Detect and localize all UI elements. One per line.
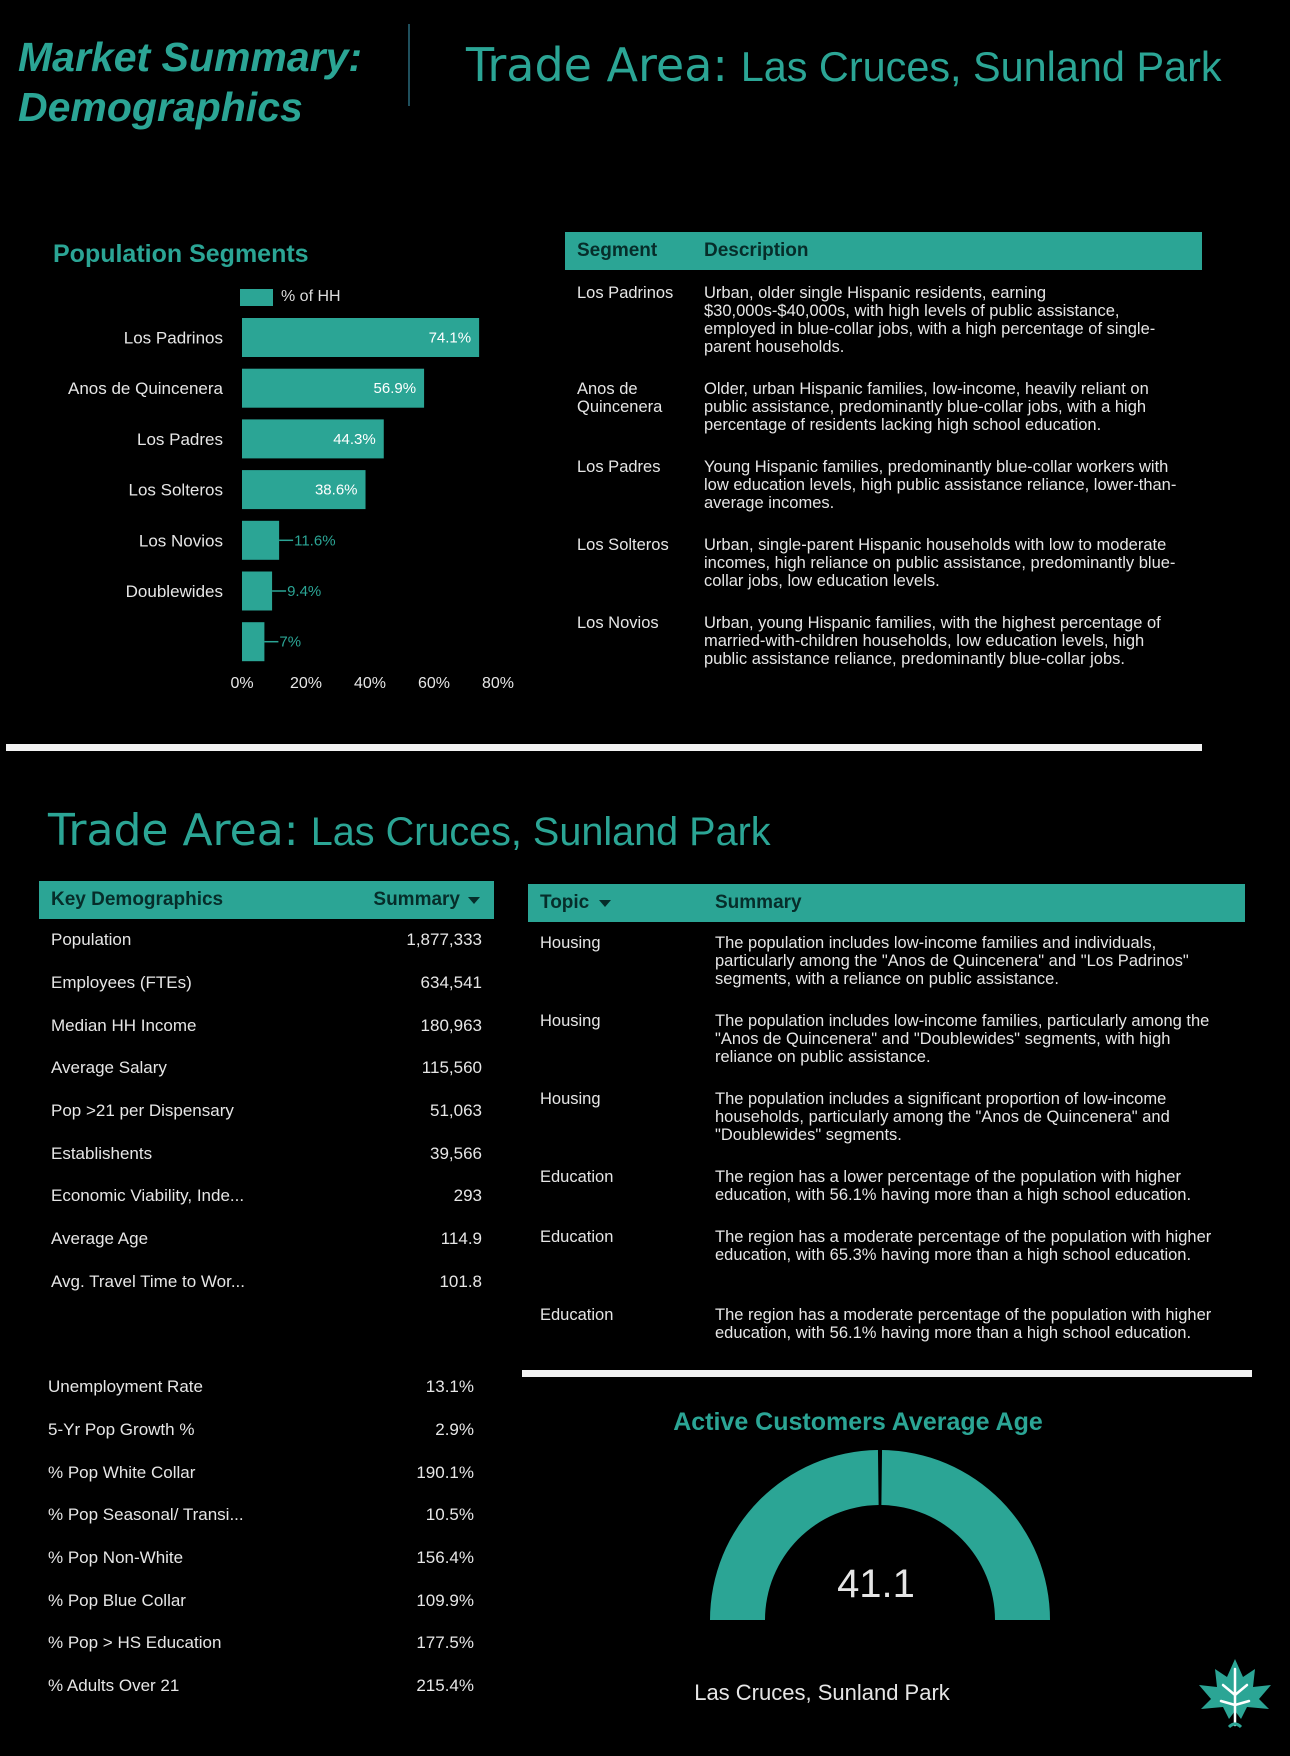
- table-row: [36, 1451, 486, 1494]
- x-tick-label: 20%: [289, 675, 323, 692]
- table-row: [36, 1622, 486, 1665]
- row-value: 2.9%: [435, 1420, 474, 1440]
- row-label: Average Age: [51, 1229, 149, 1249]
- table-row: [39, 1047, 494, 1090]
- x-tick-label: 0%: [230, 675, 254, 692]
- row-label: Economic Viability, Inde...: [51, 1186, 245, 1206]
- trade-area-label: Trade Area:: [466, 38, 728, 92]
- table-row: [528, 1228, 1245, 1306]
- row-label: Average Salary: [51, 1058, 167, 1078]
- topic-name: Education: [540, 1228, 614, 1246]
- table-row: [36, 1494, 486, 1537]
- row-value: 51,063: [430, 1101, 482, 1121]
- data-label: 44.3%: [333, 430, 376, 448]
- description-column-header: Description: [704, 240, 809, 261]
- table-row: [528, 1012, 1245, 1090]
- bar: [242, 572, 272, 611]
- row-label: Pop >21 per Dispensary: [51, 1101, 234, 1121]
- segment-description: Young Hispanic families, predominantly blue-collar workers with low education levels, high public assistance reliance, lower-than-average incomes.: [704, 458, 1177, 512]
- table-row: [39, 1090, 494, 1133]
- sort-caret-icon: [468, 897, 480, 904]
- table-row: [528, 1306, 1245, 1349]
- table-row: [39, 1261, 494, 1304]
- row-value: 10.5%: [425, 1505, 474, 1525]
- segment-name: Anos de Quincenera: [577, 380, 663, 416]
- data-label: 74.1%: [428, 329, 472, 347]
- topic-name: Housing: [540, 934, 601, 952]
- section-divider: [522, 1370, 1252, 1377]
- sort-caret-icon: [599, 900, 611, 907]
- row-label: Avg. Travel Time to Wor...: [51, 1271, 245, 1291]
- segment-name: Los Novios: [577, 614, 659, 632]
- topic-name: Education: [540, 1168, 614, 1186]
- page-title: [18, 32, 418, 132]
- table-row: [528, 1168, 1245, 1228]
- category-label: Los Padrinos: [123, 328, 223, 348]
- key-demographics-table: [39, 881, 494, 1303]
- segment-description: Urban, older single Hispanic residents, earning $30,000s-$40,000s, with high levels of public assistance, employed in blue-collar jobs, with a high percentage of single-parent households.: [704, 284, 1156, 356]
- row-label: % Pop Blue Collar: [48, 1590, 186, 1610]
- row-label: Establishents: [51, 1143, 153, 1163]
- data-label: 56.9%: [373, 380, 417, 398]
- segment-column-header: Segment: [577, 240, 658, 261]
- row-value: 101.8: [439, 1271, 482, 1291]
- header-divider: [408, 24, 410, 106]
- segment-row: [565, 614, 1202, 692]
- table-row: [528, 922, 1245, 1012]
- row-label: % Pop Non-White: [48, 1548, 184, 1568]
- trade-area-heading: [48, 805, 771, 856]
- category-label: Doublewides: [125, 582, 223, 601]
- row-label: Unemployment Rate: [48, 1377, 203, 1397]
- table-row: [39, 1132, 494, 1175]
- trade-area-label: Trade Area:: [48, 805, 299, 856]
- category-label: Anos de Quincenera: [68, 379, 223, 399]
- leaf-logo-icon: [1195, 1655, 1275, 1735]
- x-tick-label: 60%: [417, 675, 451, 692]
- data-label: 9.4%: [287, 583, 322, 600]
- topic-name: Education: [540, 1306, 614, 1324]
- gauge-value: 41.1: [837, 1562, 915, 1606]
- row-value: 114.9: [440, 1229, 482, 1249]
- topic-summary-table[interactable]: [528, 884, 1245, 1349]
- data-label: 7%: [279, 633, 302, 651]
- x-tick-label: 40%: [353, 675, 387, 692]
- table-row: [39, 1218, 494, 1261]
- row-value: 634,541: [420, 973, 482, 993]
- topic-summary: The population includes a significant proportion of low-income households, particularly among the "Anos de Quincenera" and "Doublewides" segments.: [715, 1090, 1170, 1144]
- segment-row: [565, 380, 1202, 458]
- row-value: 13.1%: [425, 1377, 474, 1397]
- row-label: Population: [51, 930, 132, 950]
- topic-table-header: [528, 884, 1245, 922]
- row-value: 39,566: [430, 1143, 482, 1163]
- table-row: [36, 1579, 486, 1622]
- row-label: % Pop White Collar: [48, 1462, 196, 1482]
- topic-name: Housing: [540, 1012, 601, 1030]
- row-label: Employees (FTEs): [51, 973, 192, 993]
- row-value: 109.9%: [416, 1590, 474, 1610]
- population-segments-chart: [0, 300, 540, 700]
- table-row: [39, 1175, 494, 1218]
- row-label: Median HH Income: [51, 1015, 197, 1035]
- segment-description: Urban, young Hispanic families, with the highest percentage of married-with-children households, low education levels, high public assistance reliance, predominantly blue-collar jobs.: [704, 614, 1161, 668]
- table-row: [39, 962, 494, 1005]
- topic-summary: The region has a moderate percentage of the population with higher education, with 56.1% having more than a high school education.: [715, 1306, 1212, 1342]
- row-value: 190.1%: [416, 1462, 474, 1482]
- segment-name: Los Padres: [577, 458, 661, 476]
- category-label: Los Solteros: [128, 480, 223, 500]
- row-label: % Adults Over 21: [48, 1676, 180, 1696]
- row-value: 156.4%: [416, 1548, 474, 1568]
- table-row: [36, 1537, 486, 1580]
- topic-summary: The region has a lower percentage of the population with higher education, with 56.1% having more than a high school education.: [715, 1168, 1192, 1204]
- topic-column-header: Topic: [540, 892, 590, 913]
- row-value: 115,560: [421, 1058, 482, 1078]
- bar: [242, 521, 279, 560]
- row-label: 5-Yr Pop Growth %: [48, 1420, 195, 1440]
- table-row: [36, 1409, 486, 1452]
- topic-summary: The population includes low-income families, particularly among the "Anos de Quincenera" and "Doublewides" segments, with high reliance on public assistance.: [715, 1012, 1210, 1066]
- summary-column-header: Summary: [715, 892, 802, 913]
- key-demographics-percent-table: [36, 1366, 486, 1708]
- topic-summary: The population includes low-income families and individuals, particularly among the "Anos de Quincenera" and "Los Padrinos" segments, with a reliance on public assistance.: [715, 934, 1189, 988]
- population-segments-title: Population Segments: [53, 240, 309, 268]
- section-divider: [6, 744, 1202, 751]
- bar: [242, 622, 264, 661]
- table-row: [39, 919, 494, 962]
- gauge-title: Active Customers Average Age: [673, 1408, 1043, 1436]
- data-label: 11.6%: [294, 532, 336, 550]
- row-label: % Pop > HS Education: [48, 1633, 222, 1653]
- segment-description: Older, urban Hispanic families, low-income, heavily reliant on public assistance, predominantly blue-collar jobs, with a high percentage of residents lacking high school education.: [704, 380, 1149, 434]
- row-value: 177.5%: [416, 1633, 474, 1653]
- category-label: Los Novios: [138, 531, 223, 551]
- row-value: 180,963: [420, 1015, 482, 1035]
- topic-summary: The region has a moderate percentage of the population with higher education, with 65.3% having more than a high school education.: [715, 1228, 1212, 1264]
- segment-description: Urban, single-parent Hispanic households with low to moderate incomes, high reliance on public assistance, predominantly blue-collar jobs, low education levels.: [704, 536, 1176, 590]
- category-label: Los Padres: [137, 429, 223, 449]
- summary-column-header: Summary: [373, 889, 460, 910]
- page-title-line2: Demographics: [18, 84, 303, 130]
- trade-area-value: Las Cruces, Sunland Park: [740, 44, 1222, 90]
- key-demographics-column-header: Key Demographics: [51, 889, 224, 910]
- gauge-subtitle: Las Cruces, Sunland Park: [694, 1680, 950, 1705]
- row-value: 215.4%: [416, 1676, 474, 1696]
- row-label: % Pop Seasonal/ Transi...: [48, 1505, 244, 1525]
- table-row: [36, 1665, 486, 1708]
- segment-row: [565, 270, 1202, 380]
- table-row: [528, 1090, 1245, 1168]
- x-tick-label: 80%: [481, 675, 515, 692]
- row-value: 1,877,333: [406, 930, 482, 950]
- legend-label: % of HH: [281, 288, 341, 305]
- segment-row: [565, 536, 1202, 614]
- trade-area-header: [466, 38, 1222, 92]
- row-value: 293: [453, 1186, 482, 1206]
- topic-sort-header[interactable]: [528, 892, 715, 914]
- trade-area-value: Las Cruces, Sunland Park: [310, 810, 771, 854]
- segment-name: Los Padrinos: [577, 284, 674, 302]
- topic-name: Housing: [540, 1090, 601, 1108]
- data-label: 38.6%: [314, 481, 358, 499]
- segment-row: [565, 458, 1202, 536]
- page-title-line1: Market Summary:: [18, 34, 363, 80]
- table-row: [36, 1366, 486, 1409]
- table-row: [39, 1004, 494, 1047]
- segment-name: Los Solteros: [577, 536, 669, 554]
- segment-table-header: [565, 232, 1202, 270]
- key-demographics-header: [39, 881, 494, 919]
- summary-sort-header[interactable]: [373, 889, 494, 911]
- segment-table: [565, 232, 1202, 692]
